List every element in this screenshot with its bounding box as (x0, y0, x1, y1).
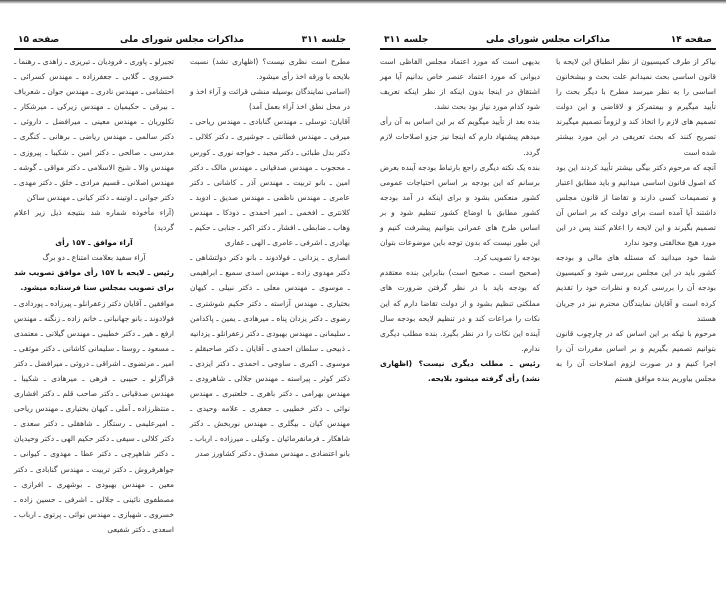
session-label: جلسه ۳۱۱ (301, 35, 346, 45)
paragraph: (صحیح است ـ صحیح است) بنابراین بنده معتقدم که بودجه باید با در نظر گرفتن ضرورت های مملکتی تنظیم بشود و از دولت تقاضا دارم که این نکات را مراعات کند و در تنظیم لایحه بودجه سال آینده این نکات را در نظر بگیرد. بنده مطلب دیگری ندارم. (380, 268, 540, 353)
page-number: صفحه ۱۴ (670, 35, 712, 45)
paragraph: بنده بعد از تأیید میگویم که بر این اساس به آن رأی میدهم پیشنهاد دارم که اینجا نیز جزو اصلاحات لازم گردد. (380, 117, 540, 157)
paragraph: مطرح است نظری نیست؟ (اظهاری نشد) نسبت بلایحه با ورقه اخذ رأی میشود. (190, 57, 350, 82)
session-label: جلسه ۳۱۱ (384, 35, 429, 45)
right-page-right-column (556, 54, 716, 386)
paragraph: تجیرلو ـ پاوری ـ فرودیان ـ تبریزی ـ زاهدی ـ رهنما ـ خسروی ـ گلابی ـ جعفرزاده ـ مهندس کسرائی ـ احتشامی ـ مهندس نادری ـ مهندس جوان ـ شعرباف ـ بیرقی ـ حکیمیان ـ مهندس زیرکی ـ میرشکار ـ تکلوریان ـ مهندس معینی ـ میرافضل ـ داروئی ـ دکتر سالمی ـ مهندس ریاضی ـ برهانی ـ کنگری ـ مدرسی ـ صالحی ـ دکتر امین ـ شکیبا ـ پیروزی ـ مهندس والا ـ شیخ الاسلامی ـ دکتر مواقی ـ گوشه ـ مهندس اصلانی ـ قسیم مرادی ـ خلق ـ دکتر مهدی ـ دکتر جوانی ـ اوتینه ـ دکتر کیانی ـ مهندس ساکن (14, 57, 174, 202)
running-title: مذاکرات مجلس شورای ملی (119, 35, 245, 45)
paragraph: بدیهی است که مورد اعتماد مجلس الفاظی است دیوانی که مورد اعتماد عنصر خاص بدانیم آیا مهر اشتقاق در اینجا بدون اینکه از نظر اینکه تعریف شود کدام مورد نیاز بود بحث نشد. (380, 57, 540, 112)
speaker-paragraph: رئیس ـ لایحه با ۱۵۷ رأی موافق تصویب شد برای تصویب بمجلس سنا فرستاده میشود. (14, 268, 175, 293)
paragraph: انصاری ـ یزدانی ـ فولادوند ـ بانو دکتر دولتشاهی ـ دکتر مهدوی زاده ـ مهندس اسدی سمیع ـ ابراهیمی ـ موسوی ـ مهندس معلی ـ دکتر نبیلی ـ کیهان بختیاری ـ مهندس آزاسته ـ دکتر حکیم شوشتری ـ رضوی ـ دکتر یزدان پناه ـ میرهادی ـ یمین ـ پاکدامن ـ سلیمانی ـ مهندس بهبودی ـ دکتر زعفرانلو ـ یزدانیه ـ ذبیحی ـ سلطان احمدی ـ آقایان ـ دکتر صاحبقلم ـ موسوی ـ اکبری ـ ساوجی ـ احمدی ـ دکتر ایزدی ـ دکتر کوثر ـ پیراسته ـ مهندس جلالی ـ شاهرودی ـ مهندس بهرامی ـ دکتر باهری ـ خلعتبری ـ مهندس نوائی ـ دکتر خطیبی ـ جعفری ـ علامه وحیدی ـ مهندس کیان ـ بیگلری ـ مهندس نوربخش ـ دکتر شاهکار ـ فرمانفرمائیان ـ وکیلی ـ میرزاده ـ ارباب ـ بانو اعتضادی ـ مهندس مصدق ـ دکتر کشاورز صدر (190, 253, 350, 459)
left-page (14, 0, 350, 600)
paragraph: موافقین ـ آقایان دکتر زعفرانلو ـ پیرزاده ـ پوردادی ـ فولادوند ـ بانو جهانبانی ـ خانم زاده ـ زنگنه ـ مهندس ارفع ـ هیر ـ دکتر خطیبی ـ مهندس گیلانی ـ معتمدی ـ مسعود ـ روستا ـ سلیمانی کاشانی ـ دکتر موثقی ـ امیر ـ مرتضوی ـ اشراقی ـ دروئی ـ میرافضل ـ دکتر قراگزلو ـ حبیبی ـ فرهی ـ میرهادی ـ شکیبا ـ مهندس صدقیانی ـ دکتر صاحب قلم ـ دکتر افشاری ـ منتظرزاده ـ آملی ـ کیهان بختیاری ـ مهندس ریاحی ـ امیرعلیمی ـ رستگار ـ شاهقلی ـ دکتر سعدی ـ دکتر کلالی ـ سیفی ـ دکتر حکیم الهی ـ دکتر وحیدیان ـ دکتر شاهپرچی ـ دکتر عطا ـ مهدوی ـ کیوانی ـ جواهرفروش ـ دکتر تربیت ـ مهندس گنابادی ـ دکتر معین ـ مهندس بهبودی ـ بوشهری ـ افرازی ـ مصطفوی نائینی ـ جلالی ـ اشرفی ـ حسین زاده ـ خسروی ـ شهبازی ـ مهندس نوائی ـ پرتوی ـ ارباب ـ اسعدی ـ دکتر شفیعی (14, 298, 174, 534)
paragraph: بنده یک نکته دیگری راجع بارتباط بودجه آینده بعرض برسانم که این بودجه بر اساس احتیاجات عمومی کشور منعکس بشود و برای اینکه در آمد بودجه کشور مطابق با اوضاع کشور تنظیم شود و بر اساس طرح های عمرانی بتوانیم پیشرفت کنیم و این طور نیست که بدون توجه باین موضوعات بتوان بودجه را تصویب کرد. (380, 162, 540, 263)
paragraph: آقایان: توسلی ـ مهندس گنابادی ـ مهندس ریاحی ـ میرفی ـ مهندس فطانتی ـ جوشیری ـ دکتر کلالی ـ دکتر بدل طبائی ـ دکتر مجید ـ خواجه نوری ـ کورس ـ محجوب ـ مهندس صدقیانی ـ مهندس مالک ـ دکتر امین ـ بانو تربیت ـ مهندس آذر ـ کاشانی ـ دکتر عامری ـ مهندس ناظمی ـ مهندس صدیق ـ ادوید ـ کلانتری ـ افخمی ـ امیر احمدی ـ دودکا ـ مهندس وهاب ـ ضابطی ـ افشار ـ دکتر اکبر ـ جنابی ـ حکیم ـ بهادری ـ اشرفی ـ عامری ـ الهی ـ غفاری (190, 117, 350, 248)
running-title: مذاکرات مجلس شورای ملی (485, 35, 611, 45)
vote-result-yes: آراء موافق ـ ۱۵۷ رأی (55, 238, 133, 248)
left-page-header (14, 32, 350, 50)
paragraph: مرحوم با تیکه بر این اساس که در چارچوب قانون بتوانیم تصمیم بگیریم و بر اساس مقررات آن را اجرا کنیم و در صورت لزوم اصلاحات آن را به مجلس بیاوریم بنده موافق هستم (556, 328, 716, 383)
left-page-left-column (14, 54, 174, 537)
vote-result-abstain: آراء سفید بعلامت امتناع ـ دو برگ (42, 253, 146, 263)
page-number: صفحه ۱۵ (18, 35, 60, 45)
paragraph: (اسامی نمایندگان بوسیله منشی قرائت و آراء اخذ و در محل نطق اخذ آراء بعمل آمد) (190, 87, 350, 112)
left-page-right-column (190, 54, 350, 462)
right-page (380, 0, 716, 600)
paragraph: شما خود میدانید که مسئله های مالی و بودجه کشور باید در این مجلس بررسی شود و کمیسیون بودجه آن را بررسی کرده و نظرات خود را تقدیم کرده است و آقایان نمایندگان محترم نیز در جریان هستند (556, 253, 716, 323)
paragraph: (آراء مأخوذه شماره شد بنتیجه ذیل زیر اعلام گردید) (14, 207, 174, 233)
right-page-header (380, 32, 716, 50)
speaker-paragraph: رئیس ـ مطلب دیگری نیست؟ (اظهاری نشد) رأی گرفته میشود بلایحه. (380, 358, 540, 383)
paragraph: آنچه که مرحوم دکتر بیگی بیشتر تأیید کردند این بود که اصول قانون اساسی میدانیم و باید مطابق اعتبار و تصمیمات کسی دارند و تقاضا از قانون مجلس داشتند آیا آمده است برای دولت که بر اساس آن تصمیم بگیرند و این لایحه را اعلام کنند پس در این مورد هیچ مخالفتی وجود ندارد (556, 162, 716, 248)
right-page-left-column (380, 54, 540, 386)
paragraph: بیاکر از طرف کمیسیون از نظر انطباق این لایحه با قانون اساسی بحث نمیدانم علت بحث و بیشخانون اساسی را به نظر میرسد مطرح با دیگر بحث را تأیید میگیرم و بیمتمرکز و لاقاضی و این دولت تصمیم های لازم را اتخاذ کند و لزوماً تصمیم میگیرند تصریح کنند که بحث تعریفی در این مورد بیشتر شده است (556, 57, 716, 157)
